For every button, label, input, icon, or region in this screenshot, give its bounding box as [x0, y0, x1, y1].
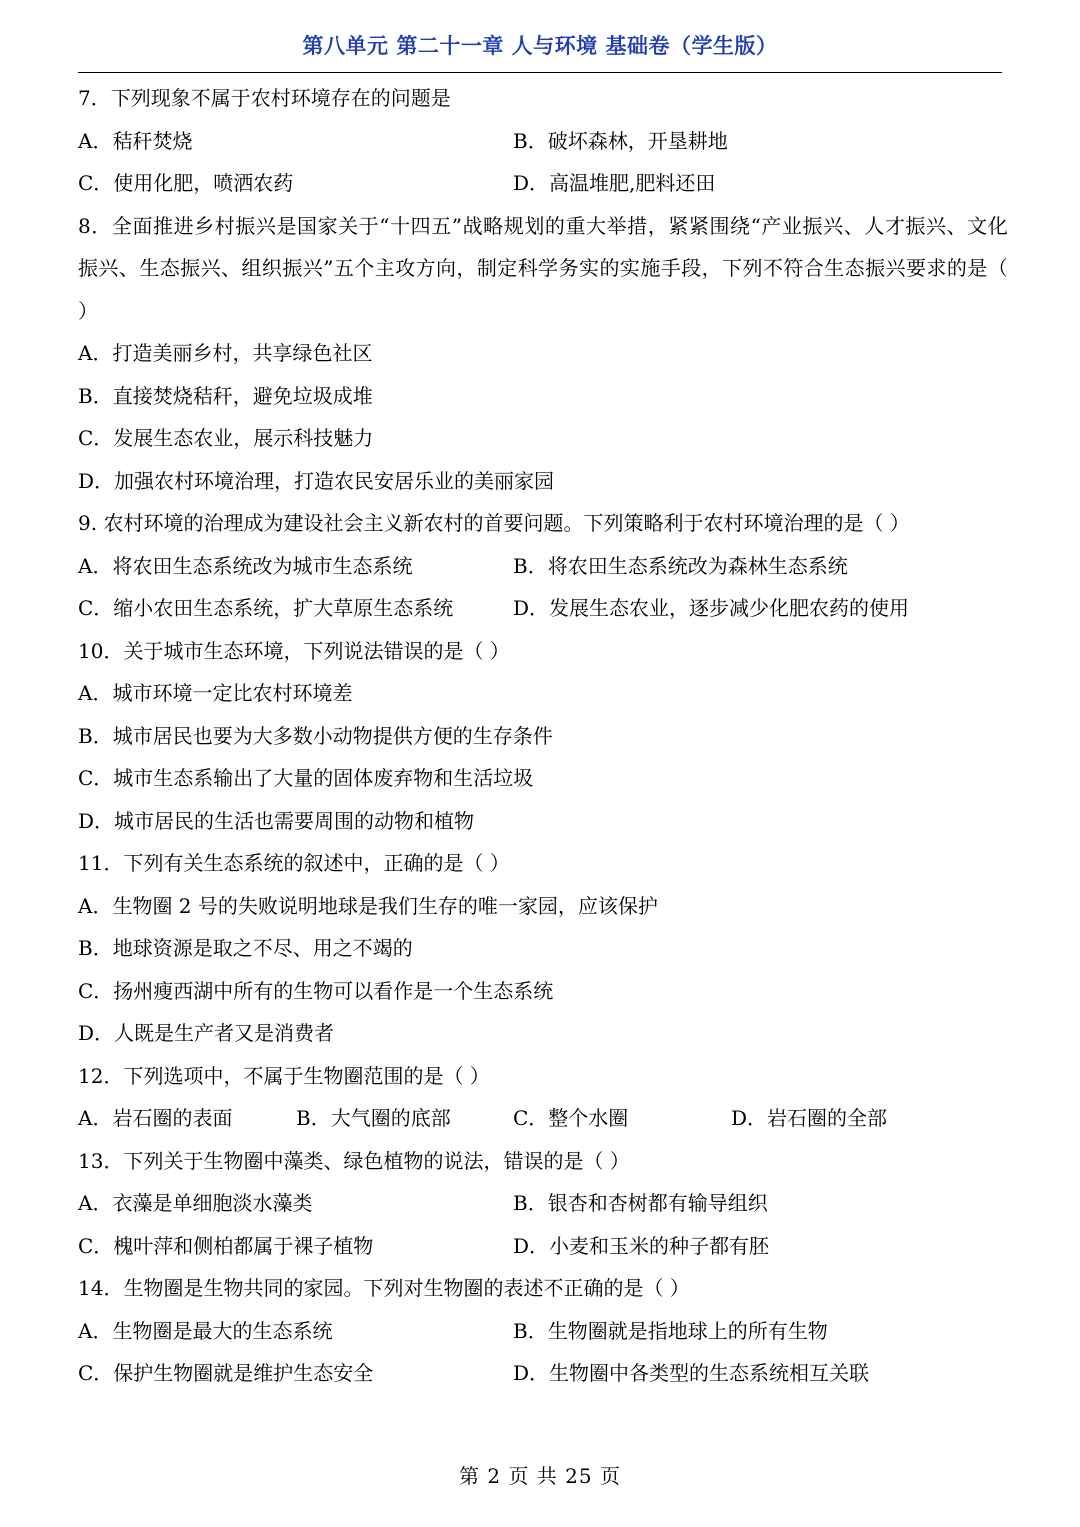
question-stem: 11．下列有关生态系统的叙述中，正确的是（ ） [78, 851, 510, 875]
question-12 [78, 1055, 1008, 1140]
option-d: D．生物圈中各类型的生态系统相互关联 [513, 1361, 870, 1385]
question-stem: 12．下列选项中，不属于生物圈范围的是（ ） [78, 1063, 490, 1088]
option-c: C．发展生态农业，展示科技魅力 [78, 426, 374, 450]
question-stem: 10．关于城市生态环境，下列说法错误的是（ ） [78, 638, 510, 663]
option-row [78, 545, 1008, 588]
option-b: B．将农田生态系统改为森林生态系统 [513, 553, 848, 578]
option-row [78, 1182, 1008, 1225]
option-b: B．直接焚烧秸秆，避免垃圾成堆 [78, 383, 373, 408]
question-8 [78, 205, 1008, 503]
option-c: C．扬州瘦西湖中所有的生物可以看作是一个生态系统 [78, 978, 554, 1003]
question-14 [78, 1267, 1008, 1395]
option-row [78, 1097, 1008, 1140]
option-b: B．生物圈就是指地球上的所有生物 [513, 1318, 828, 1343]
option-a: A．城市环境一定比农村环境差 [78, 681, 353, 705]
question-13 [78, 1140, 1008, 1268]
question-list [78, 77, 1008, 1395]
page-number: 第 2 页 共 25 页 [459, 1464, 621, 1488]
question-11 [78, 842, 1008, 1055]
option-row [78, 587, 1008, 630]
question-stem: 8．全面推进乡村振兴是国家关于“十四五”战略规划的重大举措，紧紧围绕“产业振兴、人才振兴、文化振兴、生态振兴、组织振兴”五个主攻方向，制定科学务实的实施手段，下列不符合生态振兴要求的是（ ） [78, 213, 1008, 323]
option-c: C．槐叶萍和侧柏都属于裸子植物 [78, 1233, 374, 1258]
option-c: C．缩小农田生态系统，扩大草原生态系统 [78, 596, 454, 620]
option-d: D．岩石圈的全部 [731, 1106, 888, 1130]
option-row [78, 1310, 1008, 1353]
option-row [78, 1225, 1008, 1268]
option-d: D．城市居民的生活也需要周围的动物和植物 [78, 808, 475, 833]
question-9 [78, 502, 1008, 630]
option-d: D．加强农村环境治理，打造农民安居乐业的美丽家园 [78, 468, 555, 493]
header-divider [78, 72, 1002, 73]
option-row [78, 120, 1008, 163]
option-b: B．银杏和杏树都有输导组织 [513, 1191, 768, 1215]
option-d: D．小麦和玉米的种子都有胚 [513, 1233, 770, 1258]
option-b: B．地球资源是取之不尽、用之不竭的 [78, 936, 413, 960]
option-a: A．衣藻是单细胞淡水藻类 [78, 1191, 313, 1215]
question-stem: 9. 农村环境的治理成为建设社会主义新农村的首要问题。下列策略利于农村环境治理的是（ ） [78, 511, 910, 535]
page-header-title: 第八单元 第二十一章 人与环境 基础卷（学生版） [302, 34, 778, 58]
option-c: C．使用化肥，喷洒农药 [78, 171, 294, 195]
option-a: A．将农田生态系统改为城市生态系统 [78, 553, 413, 578]
option-a: A．岩石圈的表面 [78, 1106, 233, 1130]
option-b: B．破坏森林，开垦耕地 [513, 128, 728, 153]
question-stem: 14．生物圈是生物共同的家园。下列对生物圈的表述不正确的是（ ） [78, 1276, 690, 1300]
question-stem: 7．下列现象不属于农村环境存在的问题是 [78, 86, 451, 110]
option-a: A．打造美丽乡村，共享绿色社区 [78, 341, 373, 365]
option-b: B．大气圈的底部 [296, 1106, 451, 1130]
option-c: C．整个水圈 [513, 1106, 629, 1130]
option-b: B．城市居民也要为大多数小动物提供方便的生存条件 [78, 723, 553, 748]
option-row [78, 1352, 1008, 1395]
option-d: D．发展生态农业，逐步减少化肥农药的使用 [513, 596, 910, 620]
option-d: D．高温堆肥,肥料还田 [513, 171, 716, 195]
option-c: C．保护生物圈就是维护生态安全 [78, 1361, 374, 1385]
option-row [78, 162, 1008, 205]
option-a: A．生物圈是最大的生态系统 [78, 1318, 333, 1343]
option-a: A．生物圈 2 号的失败说明地球是我们生存的唯一家园，应该保护 [78, 893, 658, 918]
option-a: A．秸秆焚烧 [78, 128, 193, 153]
question-7 [78, 77, 1008, 205]
option-d: D．人既是生产者又是消费者 [78, 1021, 335, 1045]
question-10 [78, 630, 1008, 843]
question-stem: 13．下列关于生物圈中藻类、绿色植物的说法，错误的是（ ） [78, 1148, 630, 1173]
option-c: C．城市生态系输出了大量的固体废弃物和生活垃圾 [78, 766, 534, 790]
